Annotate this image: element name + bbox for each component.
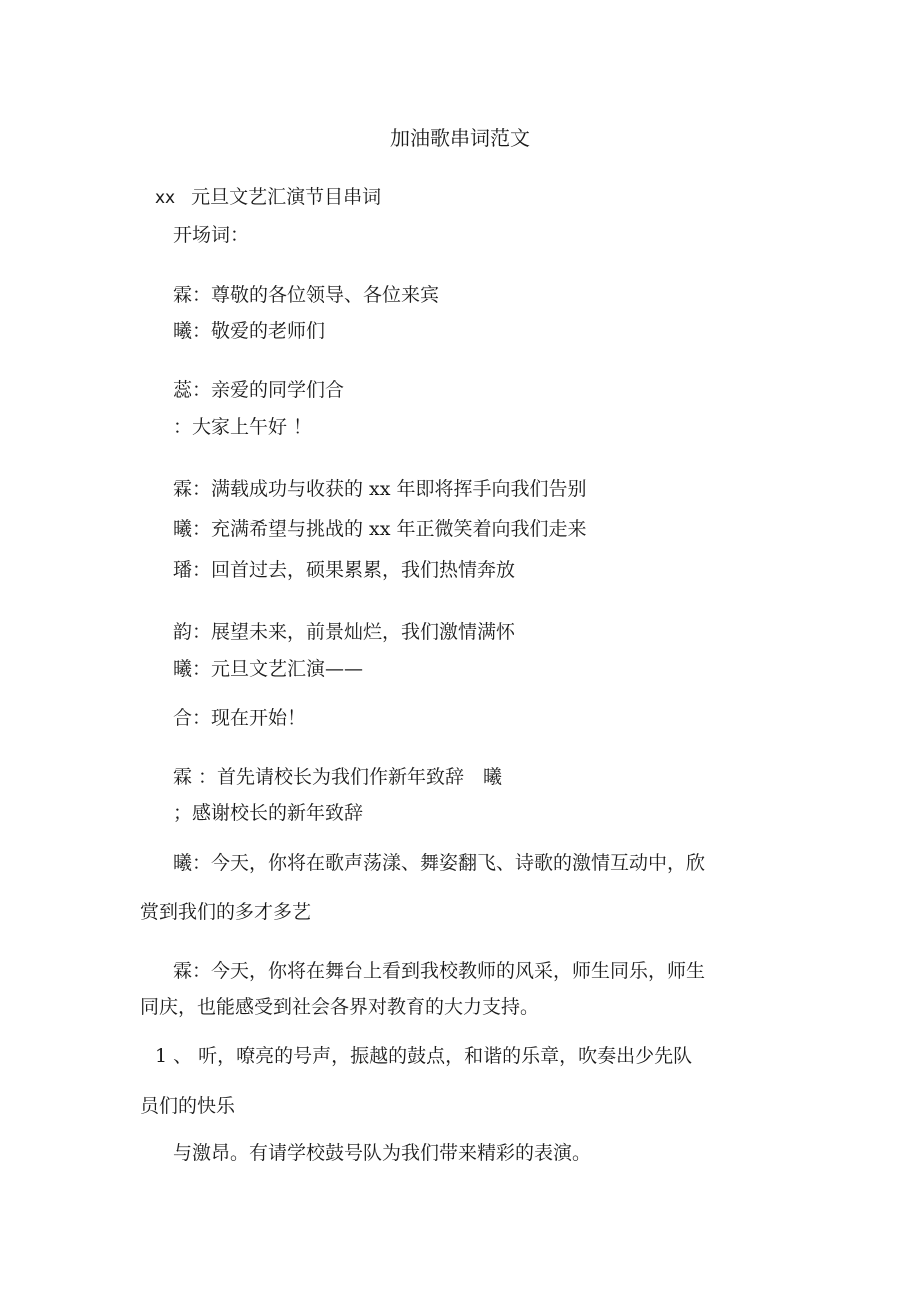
text-line: 赏到我们的多才多艺 [140, 901, 312, 923]
text-line: 韵：展望未来，前景灿烂，我们激情满怀 [173, 621, 516, 643]
text-line: 璠：回首过去，硕果累累，我们热情奔放 [173, 559, 516, 581]
text-line: 曦：元旦文艺汇演—— [173, 658, 364, 680]
text-line: 霖：尊敬的各位领导、各位来宾 [173, 284, 440, 306]
text-line: 员们的快乐 [140, 1095, 236, 1117]
text-line: 霖：今天，你将在舞台上看到我校教师的风采，师生同乐，师生 [173, 960, 706, 982]
text-line: 与激昂。有请学校鼓号队为我们带来精彩的表演。 [173, 1142, 592, 1164]
text-line: 曦：敬爱的老师们 [173, 320, 326, 342]
text-line: ：大家上午好 ！ [173, 416, 313, 438]
subtitle-text: 元旦文艺汇演节目串词 [191, 186, 382, 208]
text-line: 合：现在开始！ [173, 707, 307, 729]
subtitle [155, 184, 381, 211]
text-line: 霖 ：首先请校长为我们作新年致辞 曦 [173, 766, 503, 788]
text-line: 同庆，也能感受到社会各界对教育的大力支持。 [140, 996, 540, 1018]
document-title: 加油歌串词范文 [390, 126, 530, 150]
subtitle-prefix: xx [155, 188, 176, 208]
text-line: ；感谢校长的新年致辞 [173, 802, 364, 824]
text-line: 1 、 听，嘹亮的号声，振越的鼓点，和谐的乐章，吹奏出少先队 [155, 1045, 693, 1067]
text-line: 曦：充满希望与挑战的 xx 年正微笑着向我们走来 [173, 518, 587, 540]
text-line: 霖：满载成功与收获的 xx 年即将挥手向我们告别 [173, 478, 587, 500]
text-line-opening: 开场词： [173, 224, 250, 246]
text-line: 曦：今天，你将在歌声荡漾、舞姿翻飞、诗歌的激情互动中，欣 [173, 852, 706, 874]
text-line: 蕊：亲爱的同学们合 [173, 379, 345, 401]
